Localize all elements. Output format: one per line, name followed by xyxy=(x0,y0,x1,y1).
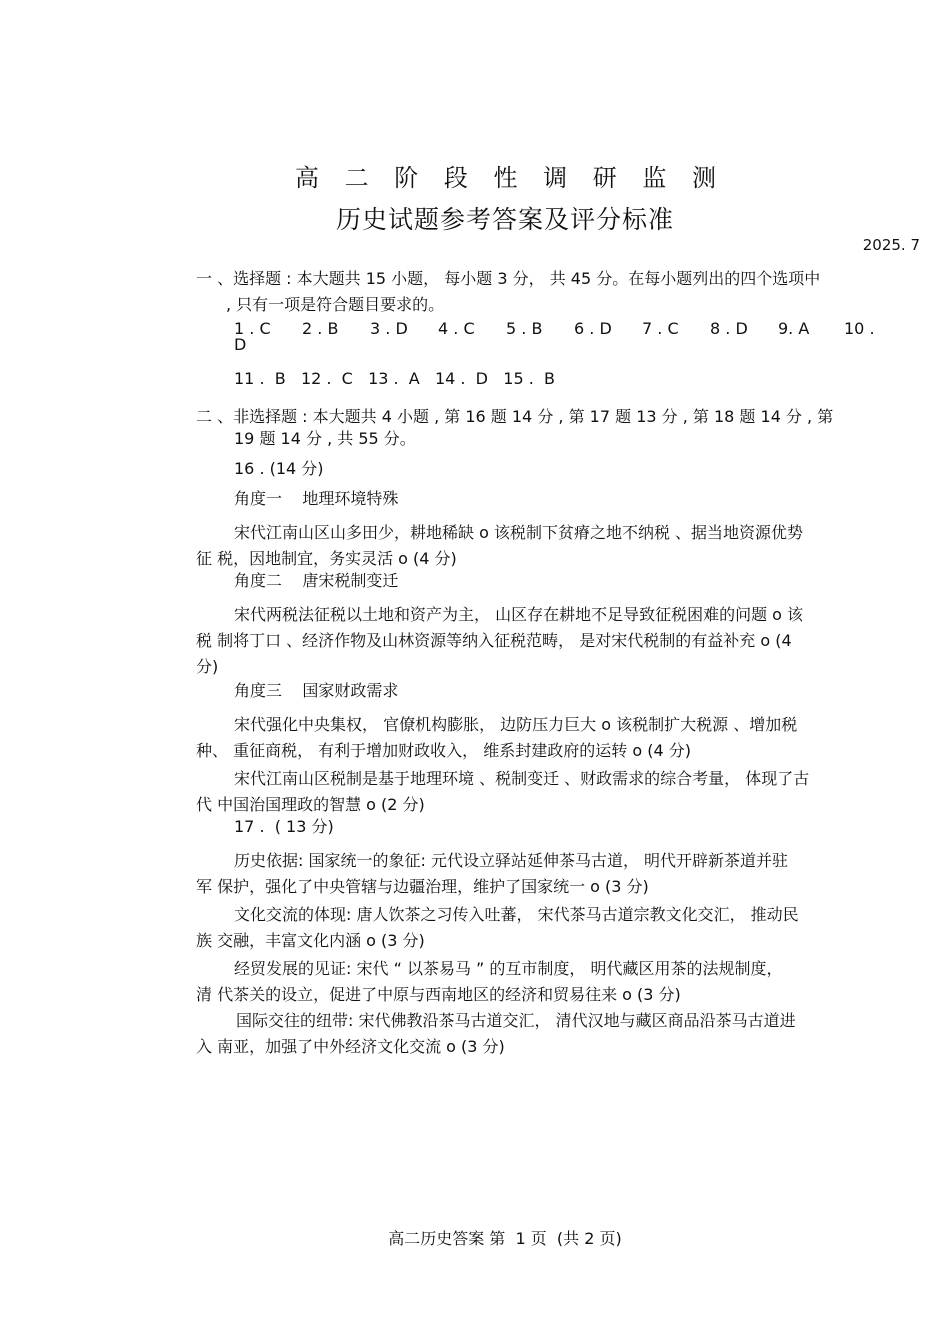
answer-6: 6 . D xyxy=(574,319,612,338)
answer-10-label: 10 . xyxy=(844,319,875,338)
q17-p1-line2: 军 保护，强化了中央管辖与边疆治理，维护了国家统一 ο (3 分) xyxy=(196,877,649,896)
answers-row-2: 11 . B 12 . C 13 . A 14 . D 15 . B xyxy=(234,369,555,388)
q16-angle2-line2: 税 制将丁口 、经济作物及山林资源等纳入征税范畴， 是对宋代税制的有益补充 ο (4 xyxy=(196,631,792,650)
section1-heading-line2: , 只有一项是符合题目要求的。 xyxy=(226,295,445,314)
answer-2: 2 . B xyxy=(302,319,339,338)
answer-5: 5 . B xyxy=(506,319,543,338)
q16-angle2-line1: 宋代两税法征税以土地和资产为主， 山区存在耕地不足导致征税困难的问题 ο 该 xyxy=(234,605,804,624)
q16-angle2-line3: 分) xyxy=(196,657,219,676)
page-subtitle: 历史试题参考答案及评分标准 xyxy=(335,205,674,234)
q17-p4-line1: 国际交往的纽带: 宋代佛教沿茶马古道交汇， 清代汉地与藏区商品沿茶马古道进 xyxy=(236,1011,796,1030)
page-title: 高 二 阶 段 性 调 研 监 测 xyxy=(294,164,726,192)
answers-row-1 xyxy=(234,318,884,340)
q17-p4-line2: 入 南亚，加强了中外经济文化交流 ο (3 分) xyxy=(196,1037,505,1056)
section2-heading-line1: 二 、非选择题 : 本大题共 4 小题 , 第 16 题 14 分 , 第 17 题 13 分 , 第 18 题 14 分 , 第 xyxy=(196,407,834,426)
answer-10-value: D xyxy=(234,335,247,354)
q16-summary-line1: 宋代江南山区税制是基于地理环境 、税制变迁 、财政需求的综合考量， 体现了古 xyxy=(234,769,810,788)
page-footer: 高二历史答案 第 1 页 (共 2 页) xyxy=(388,1229,622,1248)
section1-heading-line1: 一 、选择题 : 本大题共 15 小题， 每小题 3 分， 共 45 分。在每小题列出的四个选项中 xyxy=(196,269,821,288)
q16-angle3-line2: 种、 重征商税， 有利于增加财政收入， 维系封建政府的运转 ο (4 分) xyxy=(196,741,691,760)
q16-angle3-line1: 宋代强化中央集权， 官僚机构膨胀， 边防压力巨大 ο 该税制扩大税源 、增加税 xyxy=(234,715,798,734)
answer-4: 4 . C xyxy=(438,319,475,338)
answer-9: 9. A xyxy=(778,319,810,338)
q17-p3-line2: 清 代茶关的设立，促进了中原与西南地区的经济和贸易往来 ο (3 分) xyxy=(196,985,681,1004)
q16-angle1-line1: 宋代江南山区山多田少，耕地稀缺 ο 该税制下贫瘠之地不纳税 、据当地资源优势 xyxy=(234,523,804,542)
q17-p1-line1: 历史依据: 国家统一的象征: 元代设立驿站延伸茶马古道， 明代开辟新茶道并驻 xyxy=(234,851,789,870)
q17-p2-line1: 文化交流的体现: 唐人饮茶之习传入吐蕃， 宋代茶马古道宗教文化交汇， 推动民 xyxy=(234,905,799,924)
q16-angle2-heading: 角度二 唐宋税制变迁 xyxy=(234,571,399,590)
answer-8: 8 . D xyxy=(710,319,748,338)
q16-summary-line2: 代 中国治国理政的智慧 ο (2 分) xyxy=(196,795,425,814)
date-label: 2025. 7 xyxy=(862,236,920,254)
section2-heading-line2: 19 题 14 分 , 共 55 分。 xyxy=(234,429,416,448)
answer-3: 3 . D xyxy=(370,319,408,338)
answer-1: 1 . C xyxy=(234,319,271,338)
q16-label: 16 . (14 分) xyxy=(234,459,324,478)
q16-angle3-heading: 角度三 国家财政需求 xyxy=(234,681,399,700)
q17-label: 17 . ( 13 分) xyxy=(234,817,334,836)
q16-angle1-line2: 征 税，因地制宜，务实灵活 ο (4 分) xyxy=(196,549,457,568)
q17-p3-line1: 经贸发展的见证: 宋代 “ 以茶易马 ” 的互市制度， 明代藏区用茶的法规制度， xyxy=(234,959,783,978)
answer-7: 7 . C xyxy=(642,319,679,338)
q16-angle1-heading: 角度一 地理环境特殊 xyxy=(234,489,399,508)
q17-p2-line2: 族 交融，丰富文化内涵 ο (3 分) xyxy=(196,931,425,950)
